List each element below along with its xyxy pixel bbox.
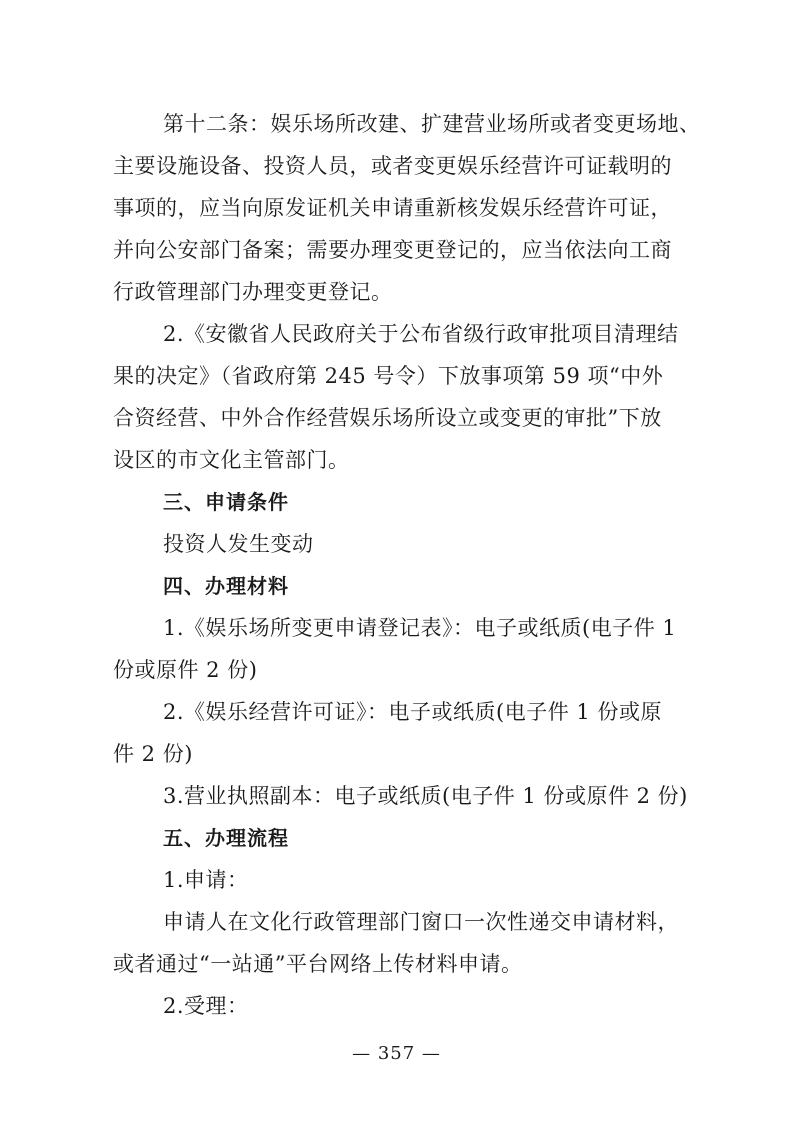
process-step-2-title: 2.受理： [163, 994, 249, 1018]
decision-paragraph-line-2: 果的决定》（省政府第 245 号令）下放事项第 59 项“中外 [113, 364, 664, 388]
section-heading-materials: 四、办理材料 [163, 574, 289, 598]
article-12-line-4: 并向公安部门备案；需要办理变更登记的，应当依法向工商 [113, 238, 672, 262]
process-step-1-line-1: 申请人在文化行政管理部门窗口一次性递交申请材料， [163, 910, 679, 934]
material-item-2-line-1: 2.《娱乐经营许可证》：电子或纸质(电子件 1 份或原 [163, 700, 662, 724]
section-heading-conditions: 三、申请条件 [163, 490, 289, 514]
section-heading-process: 五、办理流程 [163, 826, 289, 850]
decision-paragraph-line-3: 合资经营、中外合作经营娱乐场所设立或变更的审批”下放 [113, 406, 662, 430]
process-step-1-title: 1.申请： [163, 868, 249, 892]
material-item-3: 3.营业执照副本：电子或纸质(电子件 1 份或原件 2 份) [163, 784, 688, 808]
decision-paragraph-line-1: 2.《安徽省人民政府关于公布省级行政审批项目清理结 [163, 322, 679, 346]
article-12-line-5: 行政管理部门办理变更登记。 [113, 280, 393, 304]
conditions-text: 投资人发生变动 [163, 532, 314, 556]
page-number: — 357 — [352, 1043, 441, 1064]
material-item-1-line-2: 份或原件 2 份) [113, 658, 258, 682]
material-item-2-line-2: 件 2 份) [113, 742, 193, 766]
article-12-line-3: 事项的，应当向原发证机关申请重新核发娱乐经营许可证， [113, 196, 672, 220]
article-12-line-1: 第十二条：娱乐场所改建、扩建营业场所或者变更场地、 [163, 112, 701, 136]
decision-paragraph-line-4: 设区的市文化主管部门。 [113, 448, 350, 472]
article-12-line-2: 主要设施设备、投资人员，或者变更娱乐经营许可证载明的 [113, 154, 672, 178]
process-step-1-line-2: 或者通过“一站通”平台网络上传材料申请。 [113, 952, 523, 976]
material-item-1-line-1: 1.《娱乐场所变更申请登记表》：电子或纸质(电子件 1 [163, 616, 677, 640]
